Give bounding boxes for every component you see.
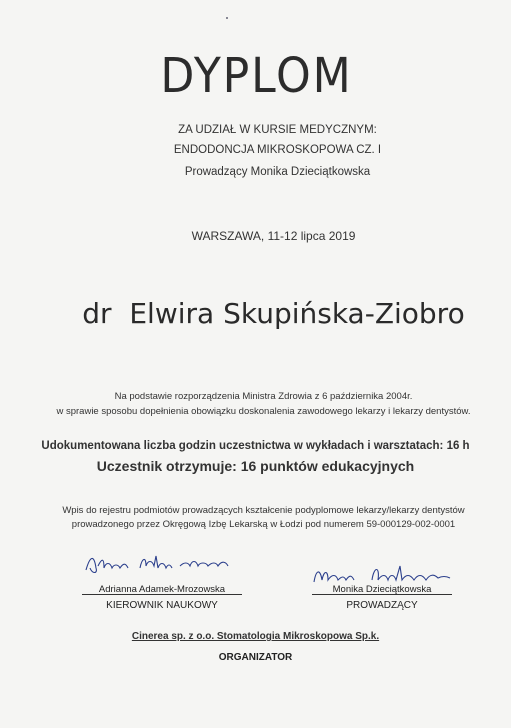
course-instructor: Prowadzący Monika Dzieciątkowska xyxy=(184,166,371,178)
place-date: WARSZAWA, 11-12 lipca 2019 xyxy=(191,229,356,243)
points-statement: Uczestnik otrzymuje: 16 punktów edukacyjnych xyxy=(96,458,415,474)
right-signatory-role: PROWADZĄCY xyxy=(346,600,418,611)
hours-statement: Udokumentowana liczba godzin uczestnictwa w wykładach i warsztatach: 16 h xyxy=(41,440,470,452)
course-intro: ZA UDZIAŁ W KURSIE MEDYCZNYM: xyxy=(178,124,377,136)
registry-line1: Wpis do rejestru podmiotów prowadzących kształcenie podyplomowe lekarzy/lekarzy dentystów xyxy=(62,505,465,516)
left-handwritten-signature xyxy=(80,548,250,580)
left-signatory-role: KIEROWNIK NAUKOWY xyxy=(106,600,218,611)
recipient-name: dr Elwira Skupińska-Ziobro xyxy=(82,297,465,330)
legal-basis-line2: w sprawie sposobu dopełnienia obowiązku doskonalenia zawodowego lekarzy i lekarzy dentystów. xyxy=(56,406,471,417)
course-name: ENDODONCJA MIKROSKOPOWA CZ. I xyxy=(173,144,382,156)
organizer-name: Cinerea sp. z o.o. Stomatologia Mikroskopowa Sp.k. xyxy=(131,631,380,642)
legal-basis-line1: Na podstawie rozporządzenia Ministra Zdrowia z 6 października 2004r. xyxy=(114,391,413,402)
registry-line2: prowadzonego przez Okręgową Izbę Lekarską w Łodzi pod numerem 59-000129-002-0001 xyxy=(71,519,456,530)
right-signatory-name: Monika Dzieciątkowska xyxy=(332,584,432,595)
organizer-role: ORGANIZATOR xyxy=(218,652,293,663)
left-signatory-name: Adrianna Adamek-Mrozowska xyxy=(98,584,226,595)
diploma-title: DYPLOM xyxy=(160,48,353,104)
speck xyxy=(226,17,228,19)
